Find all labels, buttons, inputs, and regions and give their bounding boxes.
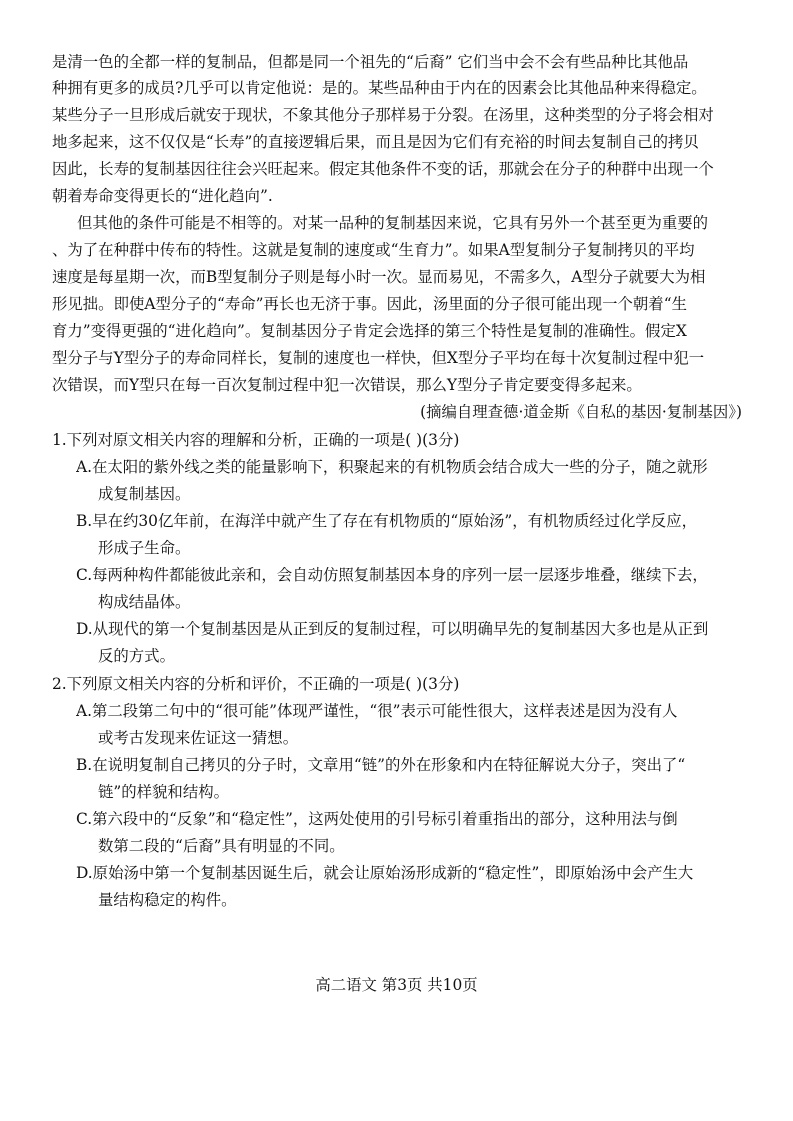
- passage-line: 地多起来，这不仅仅是“长寿”的直接逻辑后果，而且是因为它们有充裕的时间去复制自己的拷贝: [52, 133, 699, 151]
- question-stem: 2.下列原文相关内容的分析和评价，不正确的一项是( )(3分): [52, 675, 460, 693]
- option-a-cont: 或考古发现来佐证这一猜想。: [98, 729, 299, 747]
- option-a: A.第二段第二句中的“很可能”体现严谨性，“很”表示可能性很大，这样表述是因为没有人: [76, 702, 678, 720]
- passage-line: 某些分子一旦形成后就安于现状，不象其他分子那样易于分裂。在汤里，这种类型的分子将会相对: [52, 106, 714, 124]
- option-b-cont: 链”的样貌和结构。: [98, 783, 229, 801]
- passage-line: 朝着寿命变得更长的“进化趋向”.: [52, 187, 273, 205]
- option-a: A.在太阳的紫外线之类的能量影响下，积聚起来的有机物质会结合成大一些的分子，随之就形: [76, 458, 708, 476]
- option-a-cont: 成复制基因。: [98, 485, 191, 503]
- option-c: C.每两种构件都能彼此亲和，会自动仿照复制基因本身的序列一层一层逐步堆叠，继续下去，: [76, 566, 708, 584]
- option-d-cont: 反的方式。: [98, 647, 175, 665]
- option-c-cont: 构成结晶体。: [98, 593, 191, 611]
- option-d: D.原始汤中第一个复制基因诞生后，就会让原始汤形成新的“稳定性”，即原始汤中会产生大: [76, 864, 694, 882]
- passage-line: 是清一色的全都一样的复制品，但都是同一个祖先的“后裔” 它们当中会不会有些品种比其他品: [52, 53, 689, 71]
- passage-line: 速度是每星期一次，而B型复制分子则是每小时一次。显而易见，不需多久，A型分子就要大为相: [52, 268, 706, 286]
- passage-line: 种拥有更多的成员?几乎可以肯定他说：是的。某些品种由于内在的因素会比其他品种来得稳定。: [52, 79, 707, 97]
- option-b: B.在说明复制自己拷贝的分子时，文章用“链”的外在形象和内在特征解说大分子，突出了“: [76, 756, 686, 774]
- passage-line: 、为了在种群中传布的特性。这就是复制的速度或“生育力”。如果A型复制分子复制拷贝的平均: [52, 241, 695, 259]
- option-d: D.从现代的第一个复制基因是从正到反的复制过程，可以明确早先的复制基因大多也是从正到: [76, 620, 709, 638]
- option-b-cont: 形成子生命。: [98, 539, 191, 557]
- passage-line: 型分子与Y型分子的寿命同样长，复制的速度也一样快，但X型分子平均在每十次复制过程中犯一: [52, 349, 705, 367]
- passage-line: 次错误，而Y型只在每一百次复制过程中犯一次错误，那么Y型分子肯定要变得多起来。: [52, 376, 642, 394]
- passage-line: 因此，长寿的复制基因往往会兴旺起来。假定其他条件不变的话，那就会在分子的种群中出现一个: [52, 160, 714, 178]
- passage-source: (摘编自理查德·道金斯《自私的基因·复制基因》): [420, 403, 742, 421]
- option-b: B.早在约30亿年前，在海洋中就产生了存在有机物质的“原始汤”，有机物质经过化学反应，: [76, 512, 697, 530]
- passage-line: 育力”变得更强的“进化趋向”。复制基因分子肯定会选择的第三个特性是复制的准确性。假定X: [52, 322, 687, 340]
- passage-line: 但其他的条件可能是不相等的。对某一品种的复制基因来说，它具有另外一个甚至更为重要的: [77, 214, 709, 232]
- option-d-cont: 量结构稳定的构件。: [98, 891, 237, 909]
- option-c: C.第六段中的“反象”和“稳定性”，这两处使用的引号标引着重指出的部分，这种用法与倒: [76, 810, 678, 828]
- option-c-cont: 数第二段的“后裔”具有明显的不同。: [98, 837, 345, 855]
- question-stem: 1.下列对原文相关内容的理解和分析，正确的一项是( )(3分): [52, 431, 460, 449]
- passage-line: 形见拙。即使A型分子的“寿命”再长也无济于事。因此，汤里面的分子很可能出现一个朝着“生: [52, 295, 687, 313]
- page-footer: 高二语文 第3页 共10页: [315, 976, 478, 994]
